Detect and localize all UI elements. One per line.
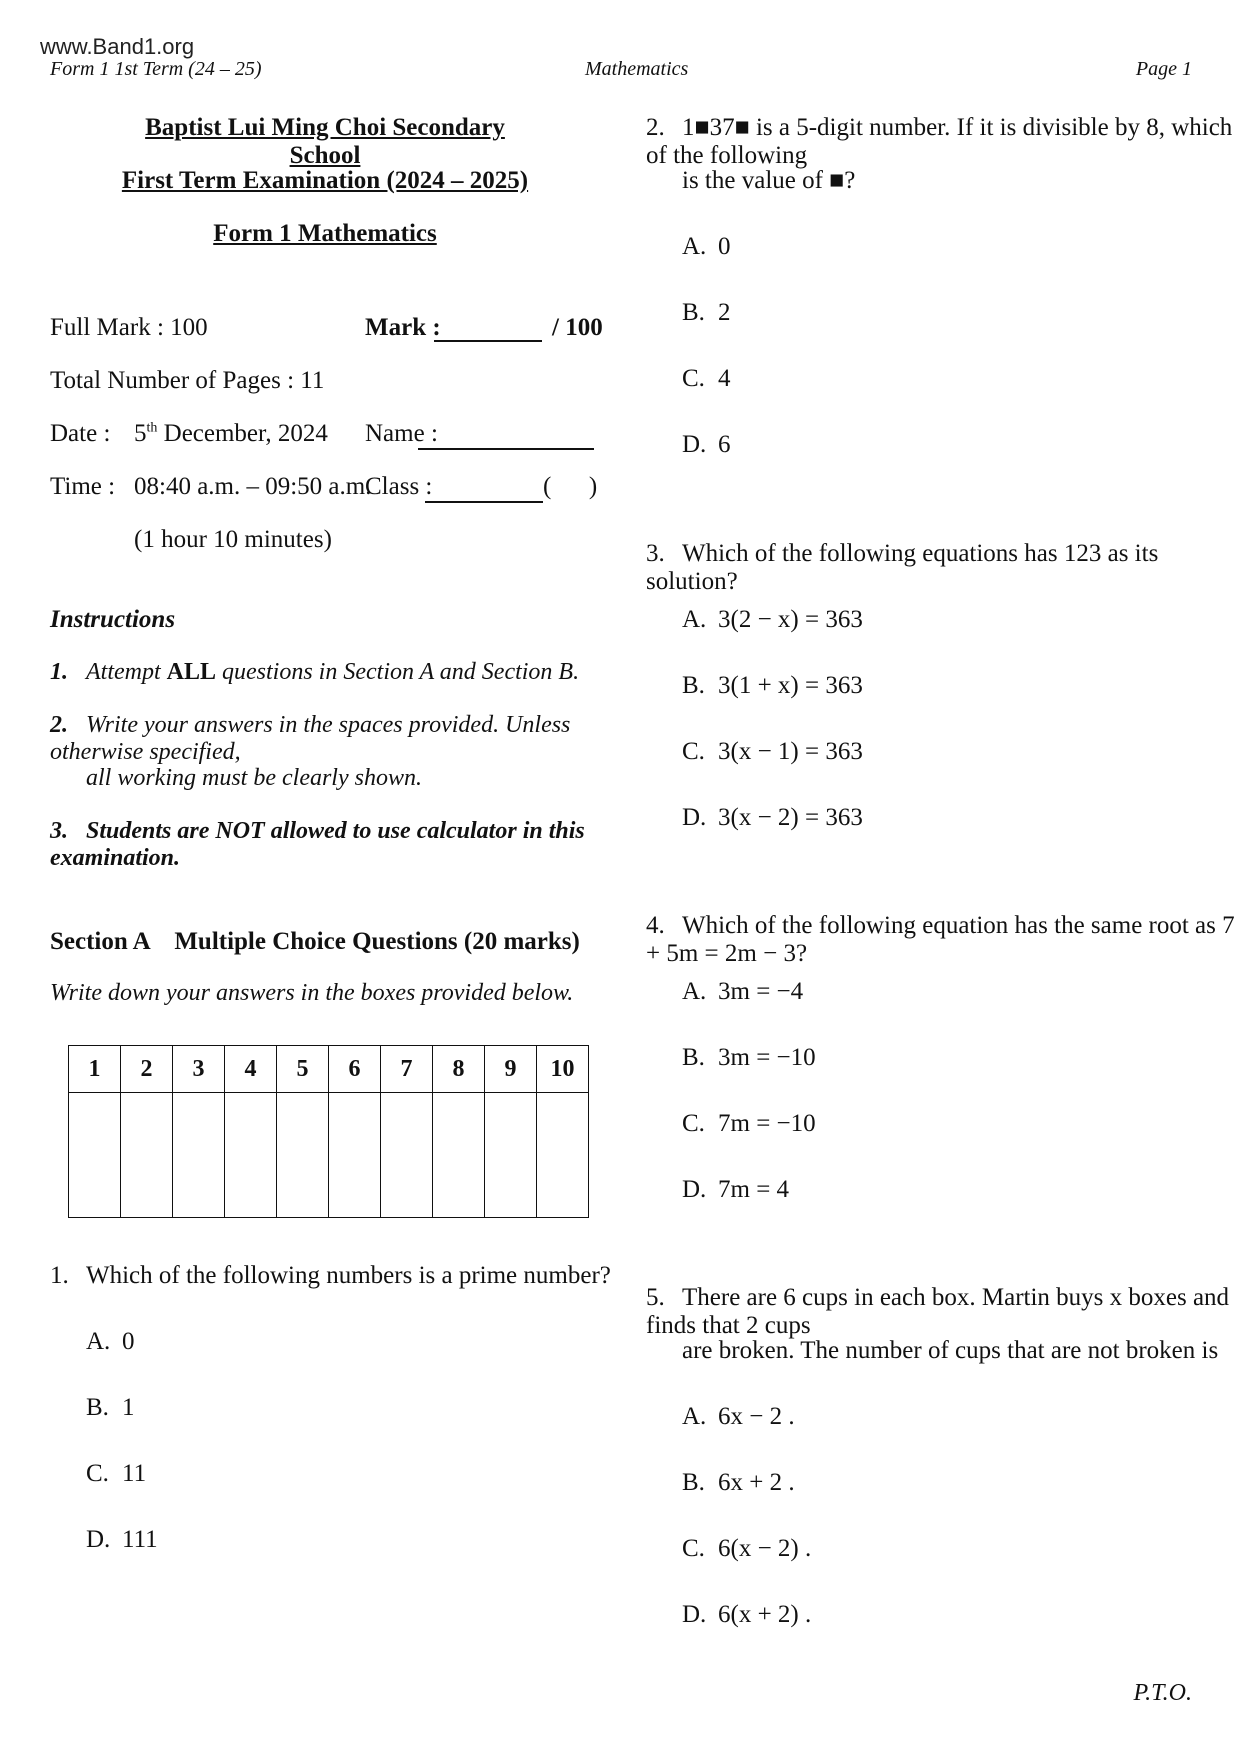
answer-box[interactable]	[537, 1093, 589, 1218]
question-4	[646, 912, 1240, 968]
class-field[interactable]	[425, 473, 543, 503]
option-value: 3m = −10	[718, 1044, 816, 1071]
section-a-subheading: Write down your answers in the boxes provided below.	[50, 980, 574, 1006]
option-value: 7m = −10	[718, 1110, 816, 1137]
question-3	[646, 540, 1240, 596]
option-value: 3m = −4	[718, 978, 804, 1005]
option-value: 1	[122, 1394, 135, 1421]
answer-col-header: 2	[121, 1046, 173, 1093]
option-letter: C.	[86, 1460, 109, 1487]
option-letter: D.	[86, 1526, 111, 1553]
option-value: 4	[718, 365, 731, 392]
answer-col-header: 1	[69, 1046, 121, 1093]
instruction-text: Students are NOT allowed to use calculator in this examination.	[50, 818, 585, 871]
total-pages: Total Number of Pages : 11	[50, 367, 325, 394]
option-value: 3(2 − x) = 363	[718, 606, 863, 633]
q4-option-b	[682, 1044, 816, 1072]
answer-col-header: 3	[173, 1046, 225, 1093]
answer-grid	[68, 1045, 589, 1218]
instruction-1	[50, 659, 610, 686]
option-value: 0	[122, 1328, 135, 1355]
option-value: 6x − 2 .	[718, 1403, 795, 1430]
answer-box[interactable]	[381, 1093, 433, 1218]
q4-option-a	[682, 978, 803, 1006]
option-letter: D.	[682, 1176, 707, 1203]
answer-col-header: 7	[381, 1046, 433, 1093]
duration: (1 hour 10 minutes)	[134, 526, 332, 553]
instruction-number: 2.	[50, 712, 68, 738]
date-month-year: December, 2024	[157, 420, 328, 447]
option-value: 6(x + 2) .	[718, 1601, 812, 1628]
option-letter: C.	[682, 1110, 705, 1137]
option-letter: A.	[86, 1328, 111, 1355]
question-number: 1.	[50, 1262, 69, 1289]
q3-option-c	[682, 738, 863, 766]
question-5	[646, 1284, 1240, 1340]
q5-option-d	[682, 1601, 811, 1629]
header-subject: Mathematics	[585, 58, 689, 80]
answer-box[interactable]	[329, 1093, 381, 1218]
answer-box[interactable]	[173, 1093, 225, 1218]
question-text: Which of the following numbers is a prime number?	[86, 1262, 611, 1289]
name-label: Name :	[365, 420, 438, 447]
answer-box[interactable]	[433, 1093, 485, 1218]
question-text: Which of the following equation has the same root as 7 + 5m = 2m − 3?	[646, 912, 1235, 967]
option-letter: D.	[682, 1601, 707, 1628]
mark-total: / 100	[552, 314, 603, 341]
question-2	[646, 114, 1240, 170]
option-value: 2	[718, 299, 731, 326]
header-page-number: Page 1	[1135, 58, 1192, 80]
option-letter: A.	[682, 233, 707, 260]
option-letter: B.	[682, 1469, 705, 1496]
option-letter: C.	[682, 365, 705, 392]
q1-option-c	[86, 1460, 146, 1488]
class-label: Class :	[365, 473, 433, 500]
option-letter: C.	[682, 738, 705, 765]
class-number-field[interactable]: ( )	[543, 473, 598, 500]
time-label: Time :	[50, 473, 116, 500]
mark-label: Mark :	[365, 314, 441, 341]
instruction-text: questions in Section A and Section B.	[216, 659, 580, 685]
instruction-2	[50, 712, 610, 766]
option-value: 7m = 4	[718, 1176, 790, 1203]
q5-option-b	[682, 1469, 795, 1497]
q3-option-d	[682, 804, 863, 832]
option-letter: A.	[682, 978, 707, 1005]
q1-option-d	[86, 1526, 158, 1554]
question-number: 2.	[646, 114, 665, 141]
answer-col-header: 4	[225, 1046, 277, 1093]
answer-col-header: 8	[433, 1046, 485, 1093]
option-letter: B.	[682, 672, 705, 699]
answer-grid-body	[69, 1093, 589, 1218]
time-value: 08:40 a.m. – 09:50 a.m.	[134, 473, 372, 500]
instruction-text: Attempt	[86, 659, 167, 685]
q5-option-a	[682, 1403, 795, 1431]
answer-box[interactable]	[277, 1093, 329, 1218]
answer-col-header: 6	[329, 1046, 381, 1093]
instruction-2-continued	[50, 765, 610, 792]
q2-option-c	[682, 365, 731, 393]
instruction-number: 1.	[50, 659, 68, 685]
option-letter: D.	[682, 431, 707, 458]
option-letter: A.	[682, 1403, 707, 1430]
q4-option-d	[682, 1176, 789, 1204]
subject-title: Form 1 Mathematics	[213, 220, 437, 247]
option-value: 6(x − 2) .	[718, 1535, 812, 1562]
instruction-number: 3.	[50, 818, 68, 844]
option-value: 0	[718, 233, 731, 260]
answer-col-header: 10	[537, 1046, 589, 1093]
mark-blank[interactable]	[434, 314, 542, 342]
question-text: is the value of ■?	[682, 167, 856, 194]
q2-option-d	[682, 431, 731, 459]
option-value: 3(x − 1) = 363	[718, 738, 863, 765]
option-letter: B.	[86, 1394, 109, 1421]
question-text: Which of the following equations has 123 as its solution?	[646, 540, 1159, 595]
question-text: There are 6 cups in each box. Martin buys x boxes and finds that 2 cups	[646, 1284, 1230, 1339]
q1-option-a	[86, 1328, 135, 1356]
question-number: 5.	[646, 1284, 665, 1311]
please-turn-over: P.T.O.	[1133, 1680, 1192, 1706]
q3-option-b	[682, 672, 863, 700]
q5-option-c	[682, 1535, 811, 1563]
answer-grid-header	[69, 1046, 589, 1093]
section-a-heading: Section A Multiple Choice Questions (20 marks)	[50, 928, 580, 955]
answer-box[interactable]	[121, 1093, 173, 1218]
question-text: are broken. The number of cups that are not broken is	[682, 1337, 1219, 1364]
question-2-continued	[682, 167, 855, 195]
question-number: 4.	[646, 912, 665, 939]
instruction-text: all working must be clearly shown.	[86, 765, 422, 791]
option-value: 11	[122, 1460, 147, 1487]
answer-col-header: 9	[485, 1046, 537, 1093]
q2-option-b	[682, 299, 731, 327]
q2-option-a	[682, 233, 731, 261]
watermark: www.Band1.org	[40, 34, 195, 59]
answer-box[interactable]	[69, 1093, 121, 1218]
date-value	[134, 420, 328, 448]
date-day: 5	[134, 420, 147, 447]
question-text: 1■37■ is a 5-digit number. If it is divisible by 8, which of the following	[646, 114, 1233, 169]
date-label: Date :	[50, 420, 111, 447]
instruction-text: Write your answers in the spaces provided. Unless otherwise specified,	[50, 712, 571, 765]
option-letter: C.	[682, 1535, 705, 1562]
question-number: 3.	[646, 540, 665, 567]
header-course: Form 1 1st Term (24 – 25)	[50, 58, 262, 80]
school-name: Baptist Lui Ming Choi Secondary School	[145, 114, 505, 169]
option-value: 3(x − 2) = 363	[718, 804, 863, 831]
instructions-heading: Instructions	[50, 606, 176, 633]
option-value: 3(1 + x) = 363	[718, 672, 863, 699]
q4-option-c	[682, 1110, 816, 1138]
option-value: 6x + 2 .	[718, 1469, 795, 1496]
question-1	[50, 1262, 611, 1290]
option-letter: D.	[682, 804, 707, 831]
instruction-emphasis: ALL	[166, 659, 217, 685]
q3-option-a	[682, 606, 863, 634]
option-letter: B.	[682, 1044, 705, 1071]
question-5-continued	[682, 1337, 1218, 1365]
answer-box[interactable]	[225, 1093, 277, 1218]
option-letter: B.	[682, 299, 705, 326]
full-mark: Full Mark : 100	[50, 314, 208, 341]
name-field[interactable]	[418, 420, 594, 450]
answer-col-header: 5	[277, 1046, 329, 1093]
date-suffix: th	[146, 420, 158, 436]
option-letter: A.	[682, 606, 707, 633]
q1-option-b	[86, 1394, 135, 1422]
exam-title: First Term Examination (2024 – 2025)	[121, 167, 529, 194]
option-value: 111	[122, 1526, 158, 1553]
option-value: 6	[718, 431, 731, 458]
instruction-3	[50, 818, 610, 872]
answer-box[interactable]	[485, 1093, 537, 1218]
